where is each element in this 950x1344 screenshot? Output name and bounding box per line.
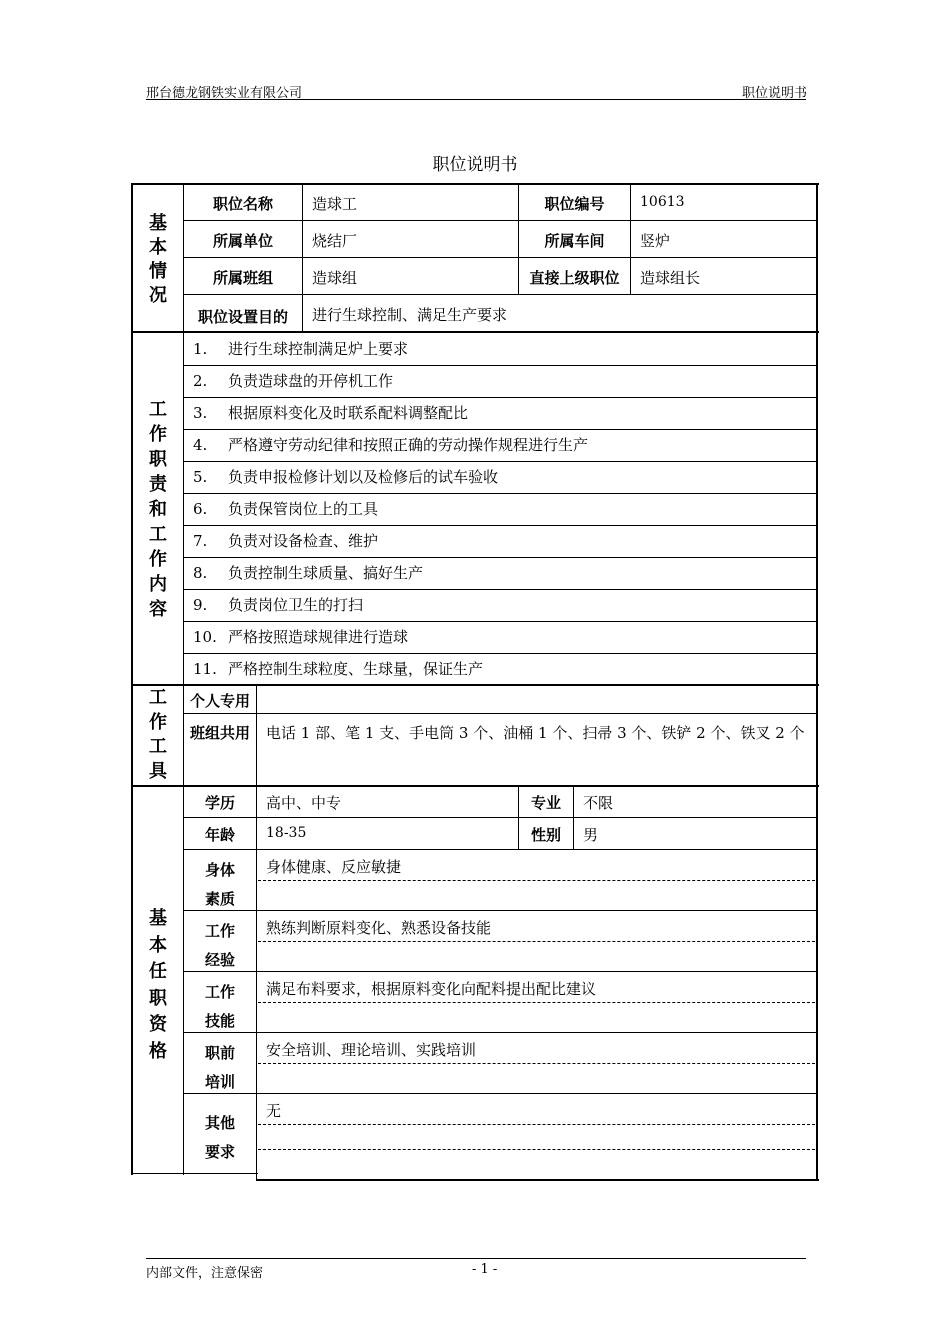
superior-value: 造球组长 [640, 269, 701, 287]
health-value: 身体健康、反应敏捷 [266, 858, 402, 876]
section-tools-label: 工 作 工 具 [149, 687, 167, 782]
purpose-value: 进行生球控制、满足生产要求 [312, 306, 508, 324]
duty-item: 10. 严格按照造球规律进行造球 [193, 628, 409, 646]
experience-label: 工作 经验 [204, 922, 235, 969]
superior-label: 直接上级职位 [529, 269, 620, 287]
education-value: 高中、中专 [266, 794, 342, 812]
duty-item: 5. 负责申报检修计划以及检修后的试车验收 [193, 468, 499, 486]
training-label: 职前 培训 [204, 1044, 235, 1091]
position-code-value: 10613 [640, 194, 685, 210]
section-duties-label: 工 作 职 责 和 工 作 内 容 [149, 399, 167, 620]
health-label: 身体 素质 [204, 861, 235, 908]
section-basic-info-label: 基 本 情 况 [149, 213, 167, 306]
unit-value: 烧结厂 [312, 232, 358, 250]
unit-label: 所属单位 [212, 232, 273, 250]
duty-item: 6. 负责保管岗位上的工具 [193, 500, 379, 518]
education-label: 学历 [204, 794, 235, 812]
other-requirements-value: 无 [266, 1102, 282, 1120]
skills-label: 工作 技能 [204, 983, 235, 1030]
position-name-label: 职位名称 [212, 195, 273, 213]
duty-item: 11. 严格控制生球粒度、生球量，保证生产 [193, 660, 484, 678]
tools-team-label: 班组共用 [189, 724, 250, 742]
team-value: 造球组 [312, 269, 358, 287]
skills-value: 满足布料要求，根据原料变化向配料提出配比建议 [266, 980, 597, 998]
tools-team-value: 电话 1 部、笔 1 支、手电筒 3 个、油桶 1 个、扫帚 3 个、铁铲 2 个、铁叉 2 个 [266, 724, 805, 742]
section-qualifications-label: 基 本 任 职 资 格 [149, 908, 167, 1062]
major-value: 不限 [583, 794, 614, 812]
position-name-value: 造球工 [312, 195, 358, 213]
duty-item: 8. 负责控制生球质量、搞好生产 [193, 564, 424, 582]
tools-personal-label: 个人专用 [189, 692, 250, 710]
confidential-note: 内部文件，注意保密 [146, 1266, 264, 1281]
header-rule [146, 99, 806, 100]
footer-rule [146, 1258, 806, 1259]
page-title: 职位说明书 [432, 155, 518, 175]
training-value: 安全培训、理论培训、实践培训 [266, 1041, 477, 1059]
age-label: 年龄 [204, 826, 235, 844]
workshop-value: 竖炉 [640, 232, 671, 250]
experience-value: 熟练判断原料变化、熟悉设备技能 [266, 919, 492, 937]
duty-item: 4. 严格遵守劳动纪律和按照正确的劳动操作规程进行生产 [193, 436, 589, 454]
company-name: 邢台德龙钢铁实业有限公司 [146, 86, 303, 101]
team-label: 所属班组 [212, 269, 273, 287]
workshop-label: 所属车间 [544, 232, 605, 250]
duty-item: 9. 负责岗位卫生的打扫 [193, 596, 364, 614]
position-code-label: 职位编号 [544, 195, 605, 213]
major-label: 专业 [530, 794, 561, 812]
duty-item: 7. 负责对设备检查、维护 [193, 532, 379, 550]
header-doc-type: 职位说明书 [741, 86, 807, 101]
gender-label: 性别 [530, 826, 561, 844]
duty-item: 3. 根据原料变化及时联系配料调整配比 [193, 404, 469, 422]
page-number: - 1 - [472, 1262, 498, 1277]
gender-value: 男 [583, 826, 599, 844]
age-value: 18-35 [266, 825, 307, 841]
purpose-label: 职位设置目的 [197, 308, 288, 326]
duty-item: 1. 进行生球控制满足炉上要求 [193, 340, 409, 358]
other-requirements-label: 其他 要求 [204, 1114, 235, 1161]
duty-item: 2. 负责造球盘的开停机工作 [193, 372, 394, 390]
